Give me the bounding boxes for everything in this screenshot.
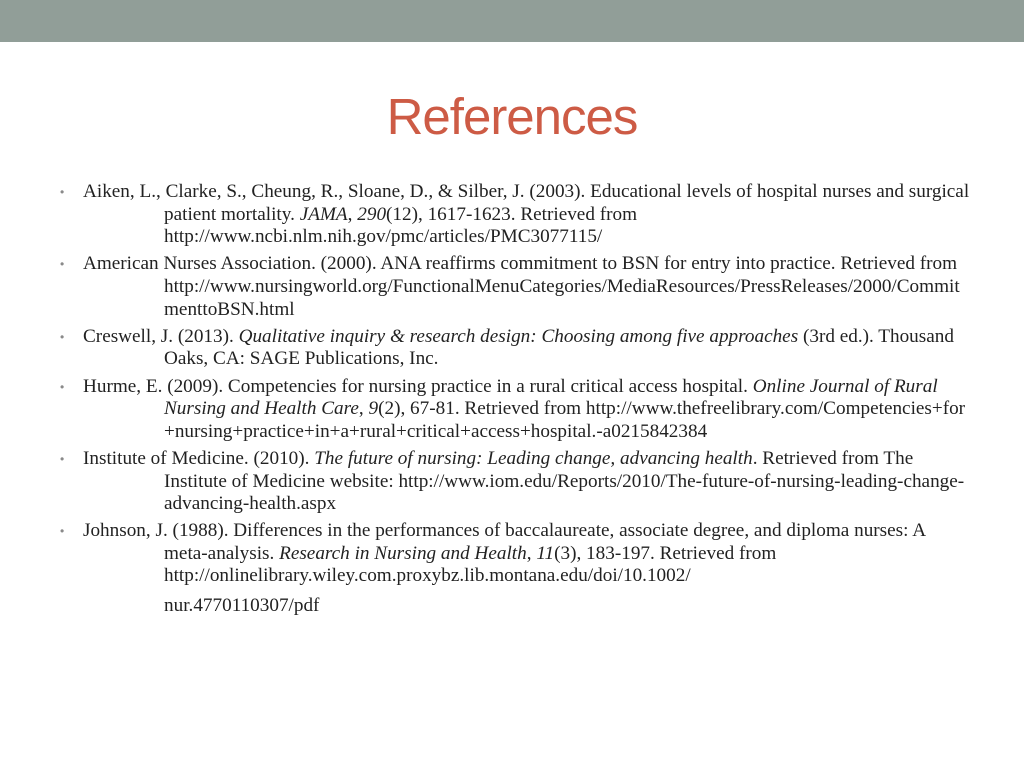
reference-separator: , — [358, 398, 369, 420]
reference-text: Institute of Medicine. (2010). — [83, 447, 315, 469]
reference-text: Creswell, J. (2013). — [83, 325, 239, 347]
reference-journal: JAMA — [299, 203, 348, 225]
bullet-icon: • — [60, 257, 65, 272]
reference-item-creswell — [60, 326, 970, 371]
reference-item-aiken — [60, 181, 970, 249]
reference-item-hurme — [60, 376, 970, 444]
bullet-icon: • — [60, 524, 65, 539]
slide-title: References — [386, 88, 638, 145]
reference-text: (12), 1617-1623. Retrieved from http://www.ncbi.nlm.nih.gov/pmc/articles/PMC3077115/ — [164, 203, 638, 248]
reference-url: http://www.nursingworld.org/FunctionalMenuCategories/MediaResources/PressReleases/2000/CommitmenttoBSN.html — [164, 275, 960, 320]
reference-text: . Retrieved from The Institute of Medicine website: http://www.iom.edu/Reports/2010/The-future-of-nursing-leading-change-advancing-health.aspx — [164, 447, 965, 515]
reference-item-johnson — [60, 520, 970, 617]
top-accent-bar — [0, 0, 1024, 42]
reference-text: (2), 67-81. Retrieved from — [378, 398, 586, 420]
bullet-icon: • — [60, 185, 65, 199]
reference-item-iom — [60, 448, 970, 516]
reference-journal: Research in Nursing and Health — [279, 542, 527, 564]
bullet-icon: • — [60, 451, 65, 466]
bullet-icon: • — [60, 379, 65, 394]
reference-text: (3rd ed.). Thousand Oaks, CA: SAGE Publications, Inc. — [164, 325, 954, 370]
reference-volume: 11 — [536, 542, 555, 564]
reference-book-title: Qualitative inquiry & research design: Choosing among five approaches — [238, 325, 799, 347]
reference-book-title: The future of nursing: Leading change, advancing health — [314, 447, 753, 469]
reference-text: (3), 183-197. Retrieved from http://onlinelibrary.wiley.com.proxybz.lib.montana.edu/doi/10.1002/ — [164, 542, 777, 587]
reference-text: nur.4770110307/pdf — [164, 595, 320, 617]
reference-url: http://www.thefreelibrary.com/Competencies+for+nursing+practice+in+a+rural+critical+access+hospital.-a0215842384 — [164, 398, 966, 442]
bullet-icon: • — [60, 329, 65, 344]
reference-text: Aiken, L., Clarke, S., Cheung, R., Sloane, D., & Silber, J. (2003). Educational levels of hospital nurses and surgical patient mortality. — [83, 181, 970, 225]
reference-item-ana — [60, 253, 970, 321]
reference-separator: , — [347, 203, 358, 225]
reference-text: Hurme, E. (2009). Competencies for nursing practice in a rural critical access hospital. — [83, 375, 753, 397]
reference-journal: Online Journal of Rural Nursing and Health Care — [164, 375, 938, 420]
reference-separator: , — [526, 542, 537, 564]
reference-volume: 290 — [357, 203, 387, 225]
reference-text: Johnson, J. (1988). Differences in the performances of baccalaureate, associate degree, and diploma nurses: A meta-analysis. — [83, 520, 925, 564]
reference-volume: 9 — [368, 398, 379, 420]
reference-list — [60, 181, 970, 622]
reference-text: American Nurses Association. (2000). ANA reaffirms commitment to BSN for entry into practice. Retrieved from — [83, 253, 958, 275]
